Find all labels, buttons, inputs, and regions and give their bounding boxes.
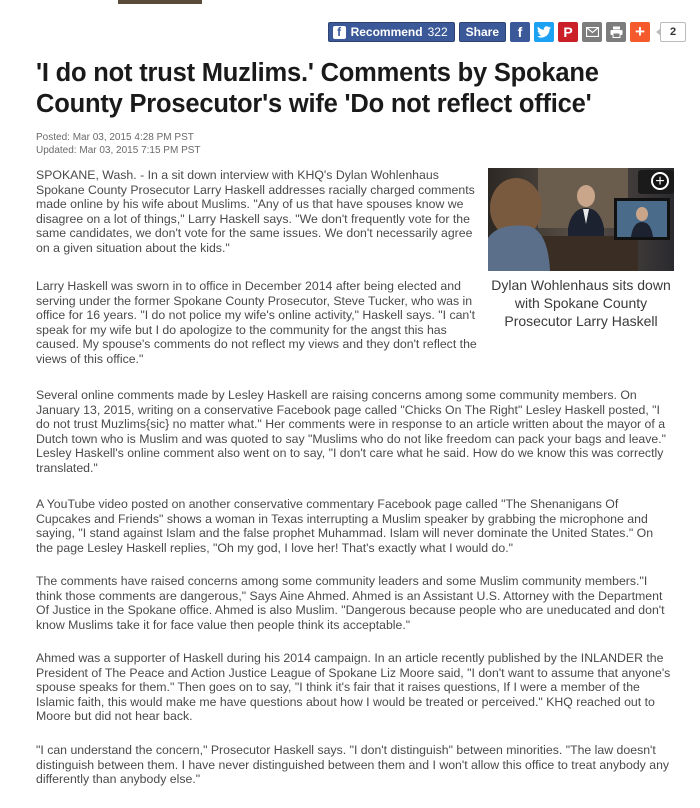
article-paragraph: Ahmed was a supporter of Haskell during his 2014 campaign. In an article recently published by the INLANDER the President of The Peace and Action Justice League of Spokane Liz Moore said, "I don't want to assume that anyone's spouse speaks for them." Then goes on to say, "I think it's fair that it raises questions, If I were a member of the Islamic faith, this would make me have questions about how I would be treated or perceived." KHQ reached out to Moore but did not hear back. [36, 651, 671, 724]
facebook-logo-icon: f [333, 26, 346, 39]
article-paragraph: Several online comments made by Lesley Haskell are raising concerns among some community members. On January 13, 2015, writing on a conservative Facebook page called "Chicks On The Right" Lesley Haskell posted, "I do not trust Muzlims{sic} no matter what." Her comments were in response to an article written about the mayor of a Dutch town who is Muslim and was quoted to say "Muslims who do not like freedom can pack your bags and leave." Lesley Haskell's online comment also went on to say, "I don't care what he said. How do we know this was correctly translated." [36, 388, 667, 475]
article-dates [36, 131, 201, 157]
share-label: Share [465, 25, 499, 39]
article-photo[interactable] [488, 168, 674, 271]
plus-icon[interactable]: + [630, 22, 650, 42]
share-bar [328, 21, 686, 43]
article-photo-block [488, 168, 678, 330]
article-paragraph: Larry Haskell was sworn in to office in December 2014 after being elected and serving under the former Spokane County Prosecutor, Steve Tucker, who was in office for 16 years. "I do not police my wife's online activity," Haskell says. "I can't speak for my wife but I do apologize to the community for the angst this has caused. My spouse's comments do not reflect my views and they don't reflect the views of this office." [36, 279, 477, 366]
email-icon[interactable] [582, 22, 602, 42]
twitter-icon[interactable] [534, 22, 554, 42]
photo-caption: Dylan Wohlenhaus sits down with Spokane County Prosecutor Larry Haskell [491, 277, 671, 329]
article-paragraph: "I can understand the concern," Prosecutor Haskell says. "I don't distinguish" between minorities. "The law doesn't distinguish between them. I have never distinguished between them and I won't allow this office to treat anybody any differently than anybody else." [36, 743, 670, 787]
expand-photo-icon[interactable]: + [651, 172, 669, 190]
top-image-edge [118, 0, 202, 4]
article-paragraph: The comments have raised concerns among some community leaders and some Muslim community members."I think those comments are dangerous," Says Aine Ahmed. Ahmed is an Assistant U.S. Attorney with the Department Of Justice in the Spokane office. Ahmed is also Muslim. "Dangerous because people who are uneducated and don't know Muslims take it for face value then people think its acceptable." [36, 574, 665, 632]
article-headline: 'I do not trust Muzlims.' Comments by Spokane County Prosecutor's wife 'Do not reflect office' [36, 59, 599, 118]
share-count: 2 [660, 22, 686, 42]
facebook-icon[interactable]: f [510, 22, 530, 42]
facebook-share-button[interactable] [459, 22, 506, 42]
article-paragraph: SPOKANE, Wash. - In a sit down interview with KHQ's Dylan Wohlenhaus Spokane County Prosecutor Larry Haskell addresses racially charged comments made online by his wife about Muslims. "Any of us that have spouses know we disagree on a lot of things," Larry Haskell says. "We don't frequently vote for the same candidates, we don't vote for the same issues. We don't necessarily agree on a given situation about the kids." [36, 168, 475, 255]
recommend-count: 322 [427, 25, 448, 39]
print-icon[interactable] [606, 22, 626, 42]
interview-scene-image [488, 168, 674, 271]
facebook-recommend-button[interactable] [328, 22, 455, 42]
article-paragraph: A YouTube video posted on another conservative commentary Facebook page called "The Shenanigans Of Cupcakes and Friends" shows a woman in Texas interrupting a Muslim speaker by grabbing the microphone and saying, "I stand against Islam and the false prophet Muhammad. Islam will never dominate the United States." On the page Lesley Haskell replies, "Oh my god, I love her! That's exactly what I would do." [36, 497, 654, 555]
posted-date: Posted: Mar 03, 2015 4:28 PM PST [36, 132, 194, 143]
pinterest-icon[interactable]: P [558, 22, 578, 42]
recommend-label: Recommend [350, 25, 423, 39]
updated-date: Updated: Mar 03, 2015 7:15 PM PST [36, 145, 201, 156]
